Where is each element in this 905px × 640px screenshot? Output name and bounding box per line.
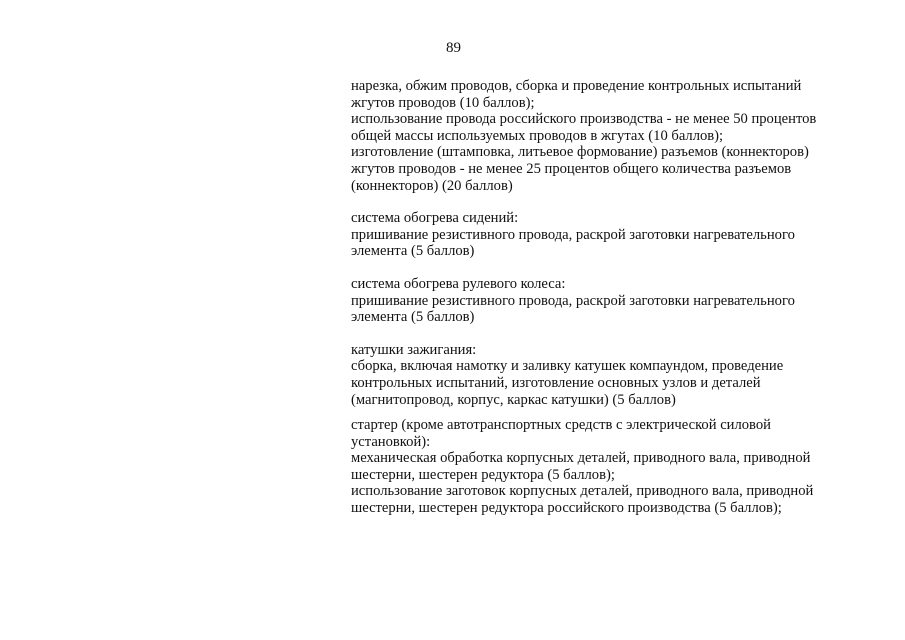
paragraph-gap xyxy=(351,194,851,210)
paragraph-gap xyxy=(351,260,851,276)
section-heading: стартер (кроме автотранспортных средств с электрической силовой xyxy=(351,417,771,434)
section-heading: система обогрева сидений: xyxy=(351,210,519,227)
text-line: жгутов проводов (10 баллов); xyxy=(351,94,535,111)
text-line: (магнитопровод, корпус, каркас катушки) (5 баллов) xyxy=(351,391,676,408)
text-line: нарезка, обжим проводов, сборка и проведение контрольных испытаний xyxy=(351,78,802,94)
text-line: использование заготовок корпусных деталей, приводного вала, приводной xyxy=(351,483,814,500)
text-line: пришивание резистивного провода, раскрой заготовки нагревательного xyxy=(351,292,795,309)
paragraph-gap xyxy=(351,408,851,417)
steering-wheel-heating-paragraph xyxy=(351,276,851,326)
text-line: шестерни, шестерен редуктора (5 баллов); xyxy=(351,466,615,483)
text-line: сборка, включая намотку и заливку катушек компаундом, проведение xyxy=(351,358,784,375)
text-line: изготовление (штамповка, литьевое формование) разъемов (коннекторов) xyxy=(351,144,809,161)
document-body xyxy=(351,78,851,517)
text-line: элемента (5 баллов) xyxy=(351,309,475,326)
text-line: использование провода российского производства - не менее 50 процентов xyxy=(351,111,817,128)
section-heading: система обогрева рулевого колеса: xyxy=(351,275,566,292)
section-heading: установкой): xyxy=(351,433,431,450)
starter-paragraph xyxy=(351,417,851,517)
text-line: пришивание резистивного провода, раскрой заготовки нагревательного xyxy=(351,226,795,243)
text-line: контрольных испытаний, изготовление основных узлов и деталей xyxy=(351,374,761,391)
ignition-coils-paragraph xyxy=(351,342,851,408)
section-heading: катушки зажигания: xyxy=(351,341,477,358)
page-number: 89 xyxy=(446,40,461,56)
text-line: жгутов проводов - не менее 25 процентов общего количества разъемов xyxy=(351,160,792,177)
text-line: (коннекторов) (20 баллов) xyxy=(351,177,513,194)
text-line: элемента (5 баллов) xyxy=(351,243,475,260)
text-line: общей массы используемых проводов в жгутах (10 баллов); xyxy=(351,127,724,144)
text-line: шестерни, шестерен редуктора российского производства (5 баллов); xyxy=(351,500,782,517)
wire-harness-paragraph xyxy=(351,78,851,194)
seat-heating-paragraph xyxy=(351,210,851,260)
text-line: механическая обработка корпусных деталей, приводного вала, приводной xyxy=(351,450,811,467)
paragraph-gap xyxy=(351,326,851,342)
